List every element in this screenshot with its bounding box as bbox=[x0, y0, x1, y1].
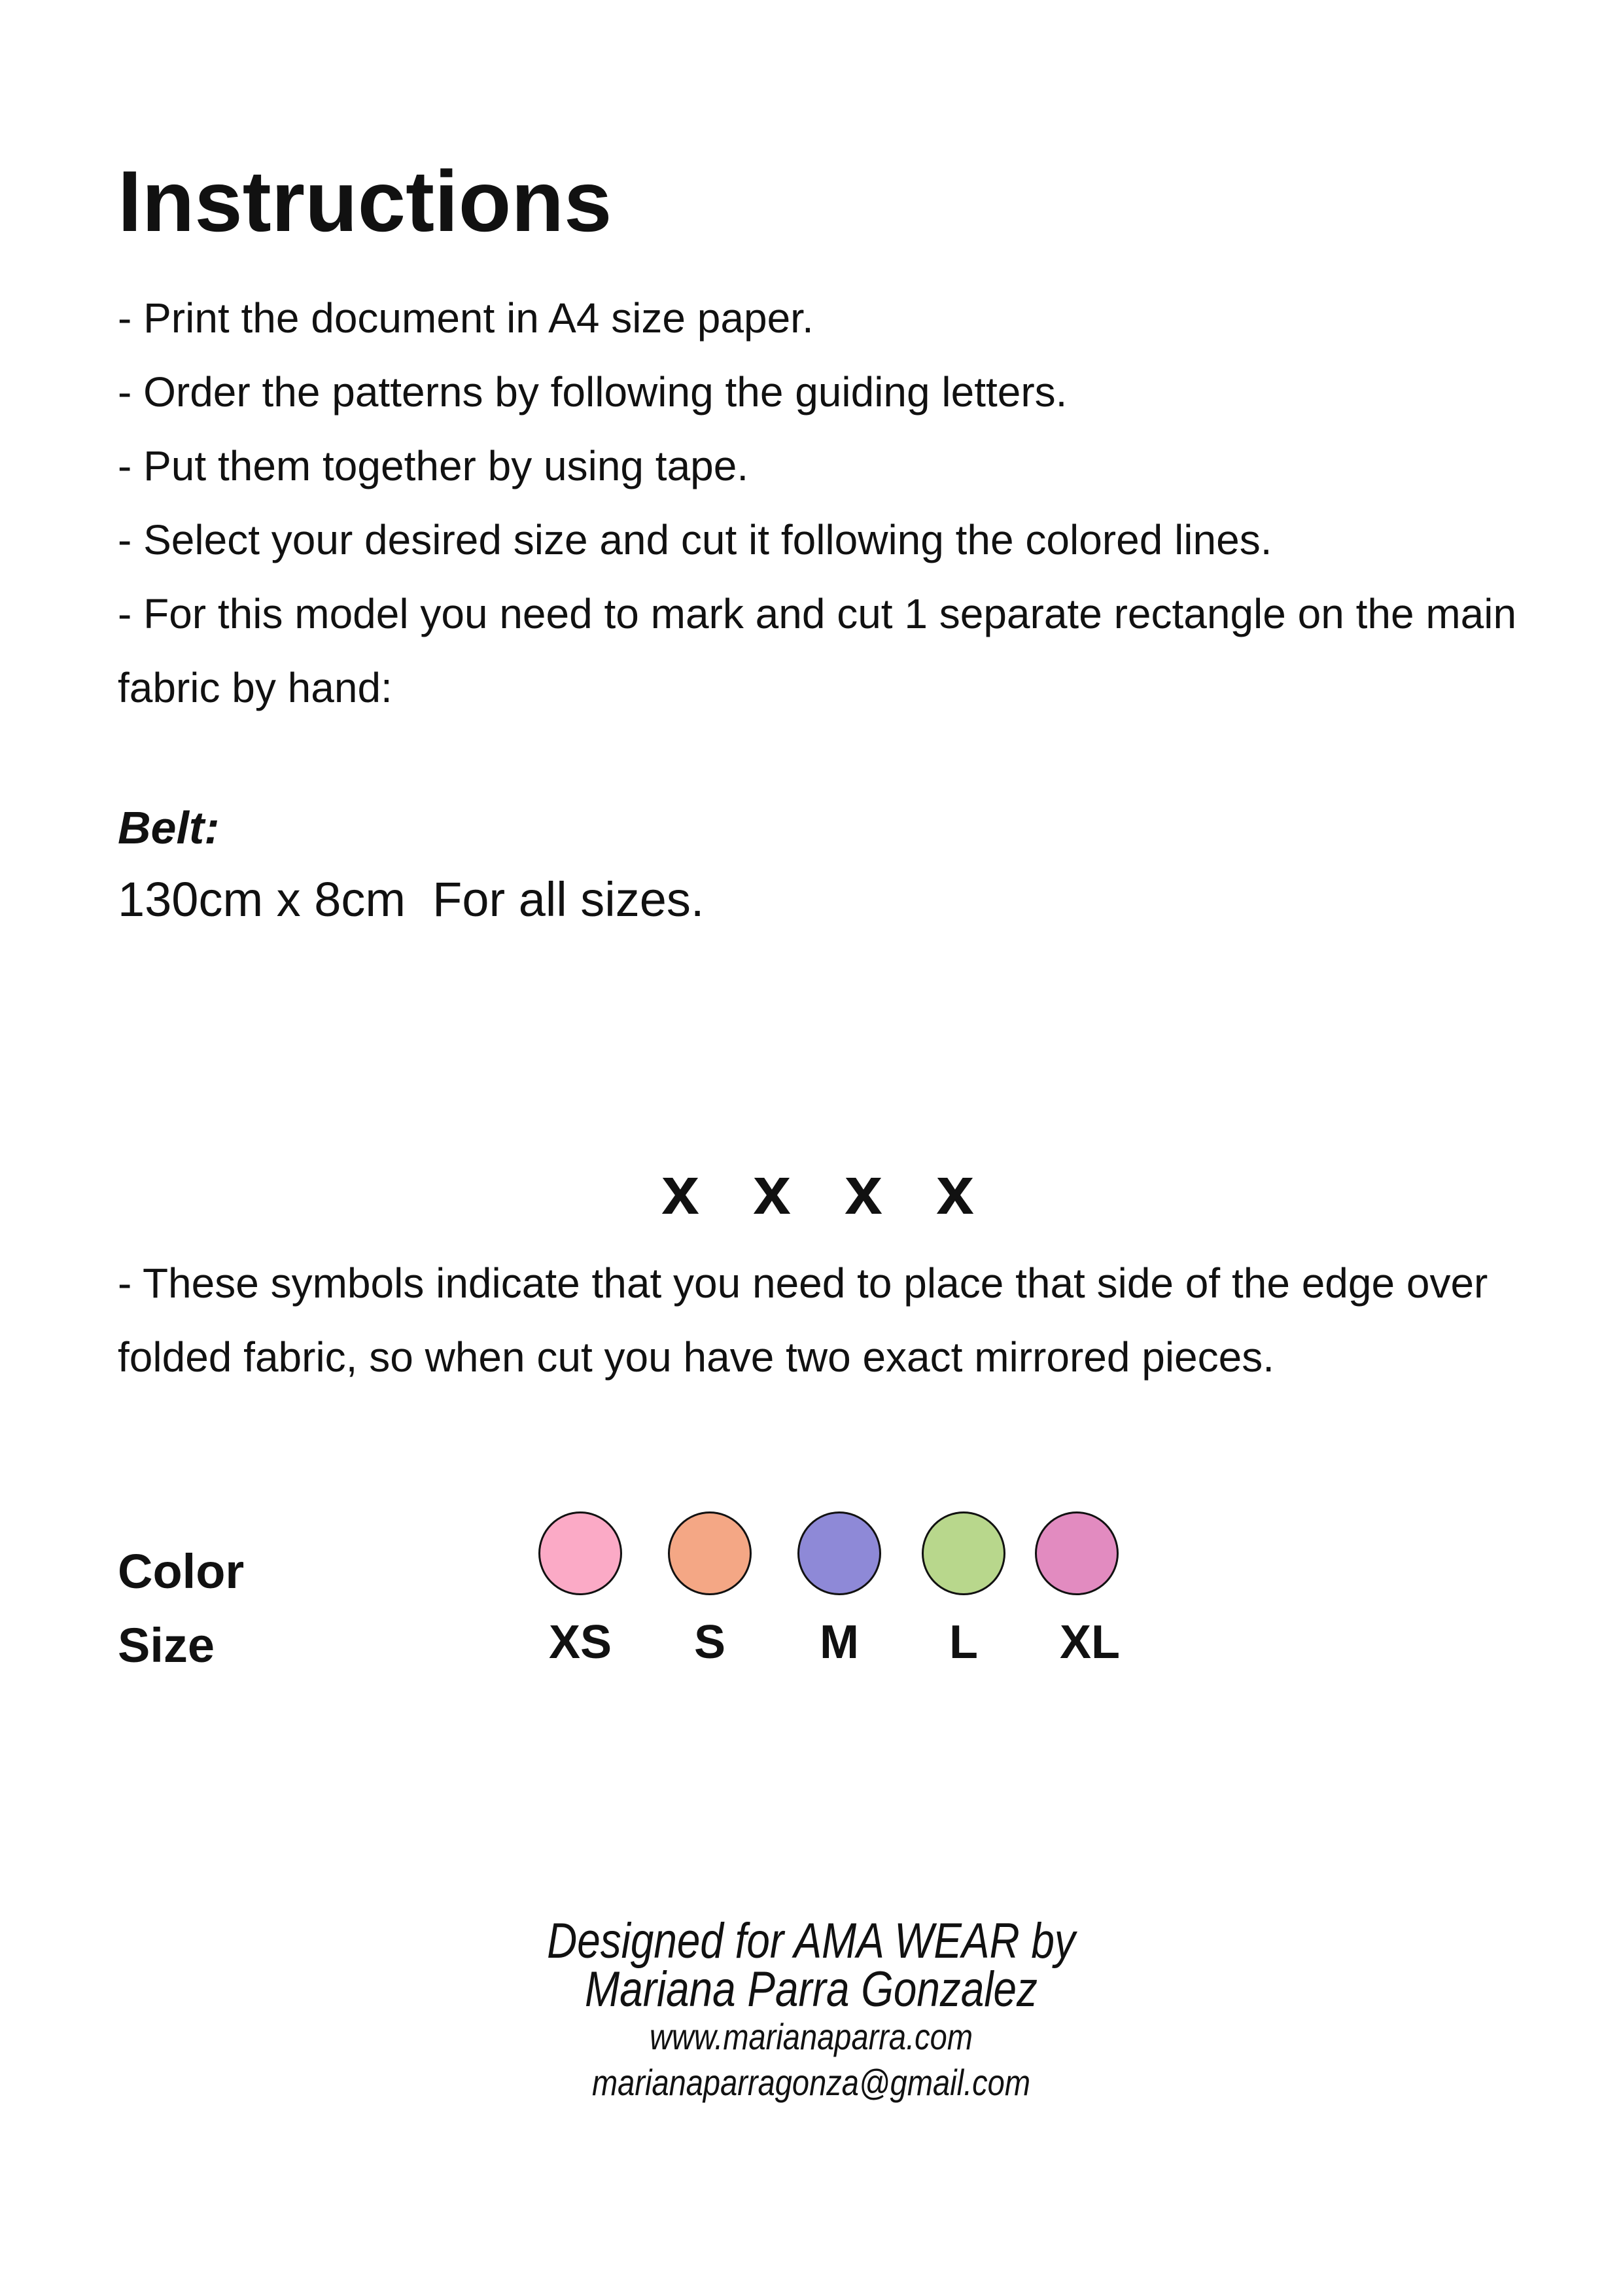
size-xs-label: XS bbox=[548, 1616, 612, 1669]
belt-dimensions: 130cm x 8cm For all sizes. bbox=[118, 872, 705, 927]
fold-symbol: x bbox=[753, 1153, 791, 1229]
designer-name: Mariana Parra Gonzalez bbox=[585, 1962, 1038, 2017]
belt-label: Belt: bbox=[118, 802, 220, 853]
designer-website: www.marianaparra.com bbox=[649, 2016, 973, 2057]
instruction-tape: - Put them together by using tape. bbox=[118, 442, 749, 489]
size-xs-color-swatch bbox=[538, 1511, 622, 1595]
fold-description: - These symbols indicate that you need to place that side of the edge over folded fabric, so when cut you have two exact mirrored pieces. bbox=[118, 1260, 1488, 1381]
fold-symbol: x bbox=[845, 1153, 882, 1229]
size-xl-color-swatch bbox=[1035, 1511, 1119, 1595]
fold-symbol: x bbox=[661, 1153, 699, 1229]
color-row-label: Color bbox=[118, 1544, 245, 1598]
instruction-list bbox=[118, 281, 1544, 725]
size-l-color-swatch bbox=[922, 1511, 1005, 1595]
legend-row-labels bbox=[118, 1534, 244, 1682]
size-m-label: M bbox=[820, 1616, 859, 1669]
size-l-label: L bbox=[949, 1616, 978, 1669]
instruction-print-a4: - Print the document in A4 size paper. bbox=[118, 294, 814, 342]
instruction-select-size: - Select your desired size and cut it following the colored lines. bbox=[118, 516, 1272, 563]
size-s-color-swatch bbox=[668, 1511, 752, 1595]
designer-email: marianaparragonza@gmail.com bbox=[591, 2062, 1031, 2103]
fold-symbol: x bbox=[936, 1153, 974, 1229]
instruction-cut-rectangle: - For this model you need to mark and cut 1 separate rectangle on the main fabric by hand: bbox=[118, 590, 1517, 711]
size-xl-label: XL bbox=[1059, 1616, 1120, 1669]
designer-credits bbox=[536, 1913, 1086, 2106]
belt-section bbox=[118, 795, 704, 939]
designed-for-line: Designed for AMA WEAR by bbox=[547, 1913, 1075, 1969]
size-row-label: Size bbox=[118, 1618, 215, 1672]
size-s-label: S bbox=[693, 1616, 726, 1669]
page-title: Instructions bbox=[118, 153, 612, 249]
fold-symbols bbox=[641, 1152, 994, 1230]
size-m-color-swatch bbox=[797, 1511, 881, 1595]
instruction-order-patterns: - Order the patterns by following the guiding letters. bbox=[118, 368, 1068, 415]
